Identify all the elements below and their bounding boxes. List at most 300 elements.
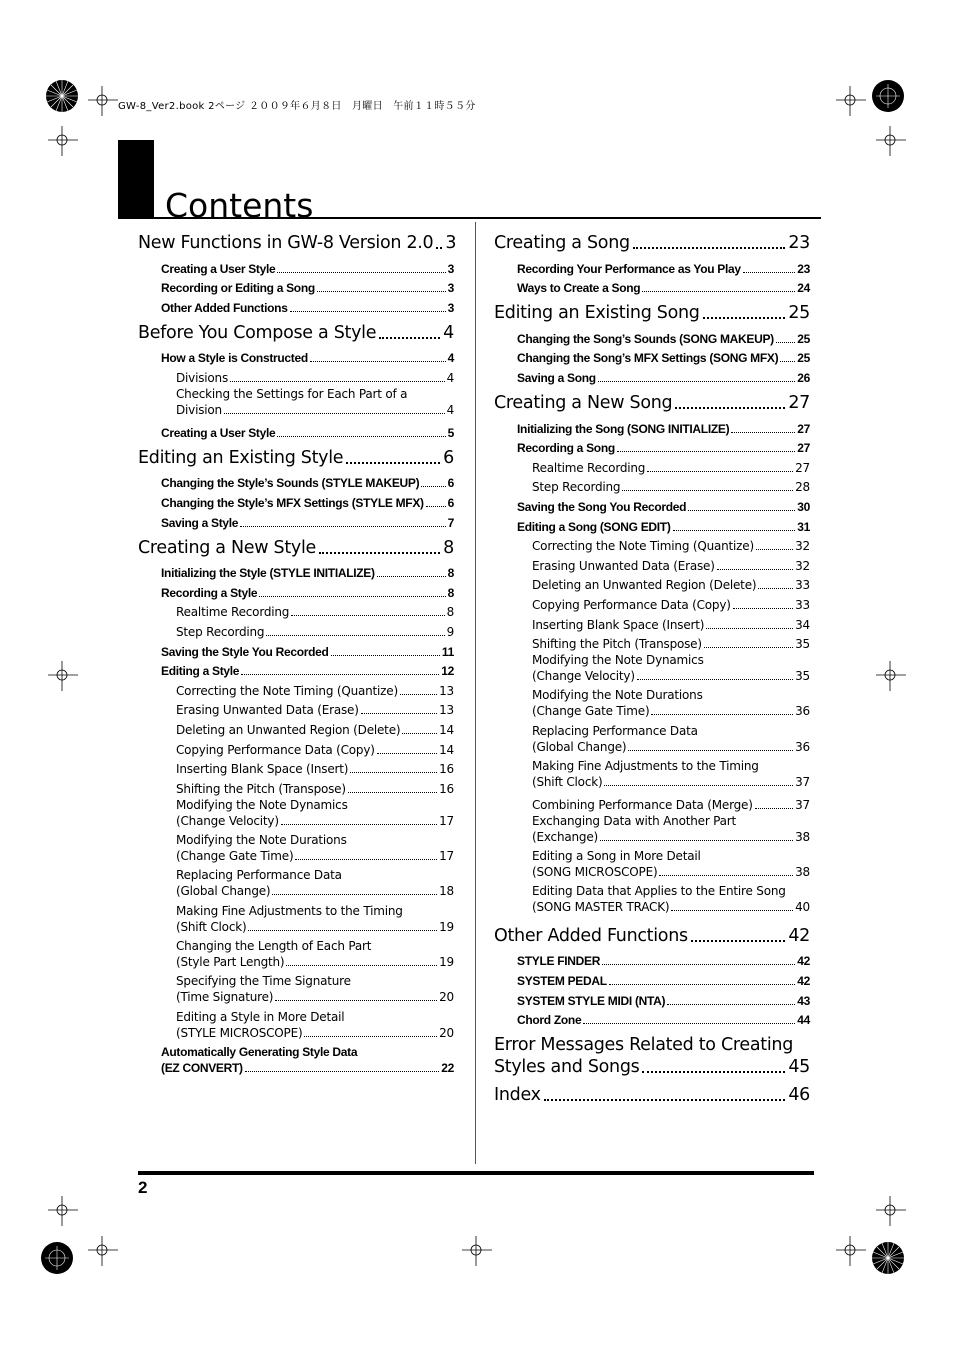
toc-entry-label: How a Style is Constructed — [161, 351, 308, 366]
dot-leader — [583, 1023, 795, 1024]
dot-leader — [743, 272, 795, 273]
dot-leader — [361, 713, 437, 714]
dot-leader — [291, 615, 444, 616]
dot-leader — [651, 714, 793, 715]
toc-entry-label: Specifying the Time Signature — [176, 974, 351, 989]
toc-entry — [494, 613, 810, 633]
toc-entry-label: Divisions — [176, 370, 228, 385]
dot-leader — [421, 486, 445, 487]
toc-entry-label: Checking the Settings for Each Part of a — [176, 386, 408, 401]
registration-mark-icon — [40, 74, 84, 118]
toc-entry-label: Replacing Performance Data — [532, 723, 698, 738]
toc-section — [494, 302, 810, 386]
title-block — [118, 140, 154, 219]
toc-entry-page: 16 — [439, 781, 454, 796]
toc-section — [138, 232, 457, 316]
toc-entry — [138, 620, 454, 640]
toc-entry — [494, 347, 810, 367]
toc-entry-label: Step Recording — [532, 480, 621, 495]
toc-entry — [138, 277, 454, 297]
dot-leader — [756, 549, 793, 550]
toc-section — [494, 392, 810, 919]
toc-section-heading — [494, 302, 810, 324]
toc-entry — [138, 718, 454, 738]
toc-entry — [494, 652, 810, 687]
toc-entry-label: Deleting an Unwanted Region (Delete) — [176, 722, 401, 737]
dot-leader — [402, 733, 437, 734]
dot-leader — [633, 247, 786, 249]
dot-leader — [304, 1036, 437, 1037]
toc-entry-label: Recording a Song — [517, 441, 615, 456]
toc-entry-page: 28 — [795, 480, 810, 495]
toc-entry-label: Exchanging Data with Another Part — [532, 813, 737, 828]
toc-entry — [138, 347, 454, 367]
toc-entry-line — [532, 703, 810, 719]
toc-entry-label-cont: (STYLE MICROSCOPE) — [176, 1025, 303, 1040]
toc-entry-page: 35 — [795, 669, 810, 684]
crop-mark-icon — [48, 126, 78, 156]
toc-entry-label: Modifying the Note Durations — [532, 688, 703, 703]
toc-section — [494, 1034, 810, 1078]
toc-entry-page: 27 — [797, 441, 810, 456]
toc-section-page: 27 — [788, 392, 810, 413]
toc-section-page: 45 — [788, 1057, 810, 1078]
dot-leader — [348, 792, 437, 793]
toc-section — [138, 537, 454, 1080]
toc-entry — [494, 554, 810, 574]
dot-leader — [755, 808, 793, 809]
dot-leader — [604, 785, 793, 786]
toc-entry — [138, 679, 454, 699]
toc-entry-label: Editing a Style — [161, 664, 240, 679]
toc-entry-label-cont: (Global Change) — [176, 884, 271, 899]
toc-entry-line — [532, 739, 810, 755]
toc-section-heading — [138, 537, 454, 559]
toc-entry — [138, 660, 454, 680]
toc-entry — [494, 257, 810, 277]
toc-entry-page: 35 — [795, 637, 810, 652]
toc-entry-label: Creating a User Style — [161, 425, 276, 440]
toc-entry-label-cont: (Time Signature) — [176, 990, 274, 1005]
toc-entry — [138, 257, 454, 277]
toc-entry-page: 38 — [795, 829, 810, 844]
toc-entry-page: 37 — [795, 797, 810, 812]
dot-leader — [731, 432, 795, 433]
dot-leader — [377, 576, 446, 577]
toc-entry-page: 43 — [797, 993, 810, 1008]
toc-entry-label: STYLE FINDER — [517, 954, 601, 969]
toc-entry-label: Modifying the Note Dynamics — [176, 797, 348, 812]
dot-leader — [230, 381, 445, 382]
toc-entry-label: Shifting the Pitch (Transpose) — [176, 781, 346, 796]
dot-leader — [290, 311, 446, 312]
toc-entry — [138, 1009, 454, 1044]
toc-entry — [138, 511, 454, 531]
toc-entry — [494, 476, 810, 496]
toc-entry-label: Initializing the Song (SONG INITIALIZE) — [517, 421, 730, 436]
toc-entry-label: Copying Performance Data (Copy) — [176, 742, 375, 757]
toc-section-title: Other Added Functions — [494, 925, 688, 946]
toc-entry — [494, 277, 810, 297]
toc-entry-page: 44 — [797, 1013, 810, 1028]
dot-leader — [241, 674, 439, 675]
toc-entry-label: Copying Performance Data (Copy) — [532, 597, 731, 612]
toc-entry-page: 6 — [447, 496, 454, 511]
toc-entry-page: 16 — [439, 762, 454, 777]
toc-entry-page: 31 — [797, 519, 810, 534]
toc-entry-page: 36 — [795, 739, 810, 754]
toc-entry — [138, 903, 454, 938]
dot-leader — [266, 635, 444, 636]
toc-entry — [494, 1009, 810, 1029]
toc-entry — [494, 456, 810, 476]
toc-entry-page: 8 — [447, 585, 454, 600]
registration-mark-icon — [866, 1236, 910, 1280]
toc-entry-label: Erasing Unwanted Data (Erase) — [176, 703, 359, 718]
toc-entry-line — [176, 1025, 454, 1041]
dot-leader — [286, 965, 437, 966]
toc-section-page: 23 — [788, 233, 810, 253]
toc-entry-page: 25 — [797, 351, 810, 366]
toc-section-page: 8 — [443, 537, 454, 558]
dot-leader — [780, 361, 795, 362]
dot-leader — [776, 342, 795, 343]
dot-leader — [245, 1071, 440, 1072]
toc-section-heading — [138, 322, 454, 344]
toc-entry — [138, 973, 454, 1008]
dot-leader — [436, 247, 442, 249]
toc-entry-page: 27 — [797, 421, 810, 436]
toc-entry — [138, 386, 454, 421]
toc-entry — [494, 437, 810, 457]
toc-section-title: Editing an Existing Style — [138, 447, 344, 468]
toc-entry-label-cont: (Shift Clock) — [176, 919, 247, 934]
dot-leader — [259, 596, 445, 597]
toc-entry-page: 4 — [447, 351, 454, 366]
toc-entry-label: Making Fine Adjustments to the Timing — [532, 758, 759, 773]
toc-entry-label-cont: (Global Change) — [532, 739, 627, 754]
toc-entry-label-cont: (Change Gate Time) — [532, 704, 650, 719]
dot-leader — [642, 1071, 785, 1073]
dot-leader — [272, 894, 437, 895]
toc-entry-page: 19 — [439, 954, 454, 969]
toc-entry — [138, 1044, 454, 1079]
toc-entry-page: 11 — [441, 644, 454, 659]
toc-entry-label: Changing the Length of Each Part — [176, 938, 372, 953]
toc-entry-label: Changing the Song’s Sounds (SONG MAKEUP) — [517, 331, 774, 346]
dot-leader — [675, 407, 785, 409]
dot-leader — [319, 552, 440, 554]
dot-leader — [609, 984, 796, 985]
toc-entry-line — [532, 668, 810, 684]
toc-entry-line — [176, 883, 454, 899]
crop-mark-icon — [876, 126, 906, 156]
toc-entry-label: Making Fine Adjustments to the Timing — [176, 903, 403, 918]
toc-entry-label: Recording Your Performance as You Play — [517, 261, 741, 276]
toc-entry-page: 17 — [439, 813, 454, 828]
toc-entry-page: 12 — [441, 664, 454, 679]
dot-leader — [379, 337, 440, 339]
toc-entry-label: Changing the Style’s Sounds (STYLE MAKEUP) — [161, 476, 420, 491]
toc-entry-label: Editing Data that Applies to the Entire Song — [532, 884, 786, 899]
dot-leader — [688, 510, 795, 511]
toc-entry-page: 25 — [797, 331, 810, 346]
toc-entry-page: 38 — [795, 865, 810, 880]
toc-entry — [494, 327, 810, 347]
dot-leader — [224, 413, 445, 414]
toc-entry — [138, 699, 454, 719]
toc-entry-label: Combining Performance Data (Merge) — [532, 797, 753, 812]
toc-section-title: New Functions in GW-8 Version 2.0 — [138, 233, 434, 253]
toc-entry-page: 4 — [446, 402, 454, 417]
dot-leader — [602, 964, 795, 965]
toc-entry-label-cont: (Change Gate Time) — [176, 849, 294, 864]
toc-section-heading — [138, 447, 454, 469]
toc-entry-line — [532, 899, 810, 915]
dot-leader — [706, 628, 793, 629]
toc-entry — [494, 535, 810, 555]
dot-leader — [544, 1099, 786, 1101]
toc-entry-page: 8 — [446, 605, 454, 620]
toc-entry-page: 6 — [447, 476, 454, 491]
dot-leader — [637, 679, 793, 680]
toc-entry — [138, 491, 454, 511]
toc-entry-label-cont: Division — [176, 402, 222, 417]
toc-entry-page: 8 — [447, 566, 454, 581]
crop-mark-icon — [48, 1196, 78, 1226]
print-header-note: GW-8_Ver2.book 2ページ ２００９年６月８日 月曜日 午前１１時５５分 — [118, 101, 476, 112]
toc-entry — [138, 562, 454, 582]
dot-leader — [642, 291, 795, 292]
toc-entry — [494, 848, 810, 883]
toc-entry — [138, 832, 454, 867]
toc-entry-page: 20 — [439, 990, 454, 1005]
toc-entry — [494, 633, 810, 653]
crop-mark-icon — [836, 1236, 866, 1266]
toc-entry-line — [176, 813, 454, 829]
dot-leader — [277, 436, 445, 437]
toc-entry-label: Step Recording — [176, 625, 265, 640]
toc-entry-label: Inserting Blank Space (Insert) — [176, 762, 349, 777]
dot-leader — [600, 840, 793, 841]
toc-entry-page: 13 — [439, 703, 454, 718]
toc-entry-page: 23 — [797, 261, 810, 276]
dot-leader — [717, 569, 793, 570]
toc-entry — [138, 366, 454, 386]
toc-section-heading — [494, 1084, 810, 1106]
toc-entry-page: 9 — [446, 625, 454, 640]
registration-mark-icon — [866, 74, 910, 118]
dot-leader — [317, 291, 446, 292]
toc-entry — [138, 421, 454, 441]
dot-leader — [647, 471, 793, 472]
dot-leader — [704, 647, 793, 648]
toc-entry-page: 42 — [797, 954, 810, 969]
crop-mark-icon — [462, 1236, 492, 1266]
toc-entry-page: 40 — [795, 900, 810, 915]
dot-leader — [703, 317, 786, 319]
toc-entry-page: 14 — [439, 722, 454, 737]
toc-entry-label: Erasing Unwanted Data (Erase) — [532, 558, 715, 573]
toc-entry-label: Initializing the Style (STYLE INITIALIZE) — [161, 566, 375, 581]
toc-section — [494, 925, 810, 1028]
toc-entry-page: 3 — [447, 281, 454, 296]
toc-entry-page: 3 — [447, 300, 454, 315]
toc-section-heading — [494, 392, 810, 414]
dot-leader — [659, 875, 793, 876]
toc-entry-label: Ways to Create a Song — [517, 281, 641, 296]
toc-entry-label: Correcting the Note Timing (Quantize) — [532, 539, 754, 554]
toc-section-page: 46 — [788, 1085, 810, 1106]
dot-leader — [673, 530, 796, 531]
toc-section-title: Creating a Song — [494, 233, 630, 253]
toc-section — [138, 322, 454, 441]
toc-entry-label: Recording a Style — [161, 585, 258, 600]
toc-section-heading — [494, 232, 810, 254]
dot-leader — [598, 381, 795, 382]
toc-entry-page: 42 — [797, 973, 810, 988]
toc-section-page: 3 — [445, 233, 457, 253]
toc-right-column — [494, 232, 810, 1112]
toc-section-title: Error Messages Related to Creating — [494, 1035, 793, 1056]
toc-entry-label: Editing a Song (SONG EDIT) — [517, 519, 671, 534]
dot-leader — [281, 824, 437, 825]
toc-entry-page: 30 — [797, 499, 810, 514]
toc-entry-label: Shifting the Pitch (Transpose) — [532, 637, 702, 652]
toc-entry-page: 26 — [797, 370, 810, 385]
toc-entry — [494, 593, 810, 613]
toc-entry — [494, 758, 810, 793]
toc-section-page: 4 — [443, 322, 454, 343]
toc-entry-page: 32 — [795, 558, 810, 573]
toc-entry-label: Creating a User Style — [161, 261, 276, 276]
toc-entry-label: SYSTEM STYLE MIDI (NTA) — [517, 993, 666, 1008]
dot-leader — [350, 772, 437, 773]
toc-entry-label: Saving a Style — [161, 515, 239, 530]
dot-leader — [733, 608, 793, 609]
crop-mark-icon — [876, 1196, 906, 1226]
toc-entry-label: Inserting Blank Space (Insert) — [532, 617, 705, 632]
toc-entry — [494, 969, 810, 989]
toc-entry — [138, 758, 454, 778]
toc-entry — [138, 601, 454, 621]
toc-entry — [494, 883, 810, 918]
dot-leader — [671, 910, 793, 911]
toc-entry — [138, 777, 454, 797]
toc-entry-label: Saving the Song You Recorded — [517, 499, 687, 514]
dot-leader — [400, 694, 437, 695]
toc-entry-line — [176, 954, 454, 970]
toc-entry — [494, 793, 810, 813]
toc-entry-label-cont: (SONG MASTER TRACK) — [532, 900, 670, 915]
toc-entry — [138, 581, 454, 601]
toc-entry-label: Editing a Song in More Detail — [532, 849, 701, 864]
toc-entry-page: 5 — [447, 425, 454, 440]
toc-section — [494, 1084, 810, 1106]
dot-leader — [667, 1004, 795, 1005]
toc-entry-line — [176, 989, 454, 1005]
toc-entry — [138, 938, 454, 973]
dot-leader — [346, 462, 440, 464]
toc-section-title-line — [494, 1056, 810, 1078]
dot-leader — [310, 361, 446, 362]
toc-entry — [494, 723, 810, 758]
toc-entry-page: 24 — [797, 281, 810, 296]
dot-leader — [240, 526, 445, 527]
toc-entry-label: Deleting an Unwanted Region (Delete) — [532, 578, 757, 593]
toc-entry-page: 33 — [795, 597, 810, 612]
toc-entry-page: 13 — [439, 683, 454, 698]
toc-section-heading — [494, 925, 810, 947]
toc-entry-page: 34 — [795, 617, 810, 632]
toc-entry — [494, 417, 810, 437]
toc-entry-line — [532, 829, 810, 845]
toc-entry — [138, 640, 454, 660]
toc-section — [138, 447, 454, 531]
toc-entry-line — [176, 402, 454, 418]
toc-entry — [494, 515, 810, 535]
toc-entry — [494, 687, 810, 722]
toc-entry-label-cont: (EZ CONVERT) — [161, 1060, 243, 1075]
toc-entry-label-cont: (Exchange) — [532, 829, 598, 844]
toc-entry-page: 33 — [795, 578, 810, 593]
toc-entry-line — [161, 1060, 454, 1076]
column-divider — [475, 222, 476, 1164]
toc-entry-label: Replacing Performance Data — [176, 868, 342, 883]
toc-entry-page: 36 — [795, 704, 810, 719]
dot-leader — [426, 506, 446, 507]
toc-entry — [138, 296, 454, 316]
toc-section — [494, 232, 810, 296]
toc-section-page: 42 — [788, 925, 810, 946]
toc-entry-label: Recording or Editing a Song — [161, 281, 315, 296]
toc-entry-label: Saving a Song — [517, 370, 596, 385]
toc-entry-label: Automatically Generating Style Data — [161, 1044, 358, 1059]
page-number: 2 — [138, 1178, 148, 1197]
toc-section-title: Editing an Existing Song — [494, 303, 700, 324]
dot-leader — [377, 753, 437, 754]
toc-entry-page: 18 — [439, 884, 454, 899]
dot-leader — [691, 940, 786, 942]
toc-entry-page: 37 — [795, 774, 810, 789]
toc-section-title: Index — [494, 1085, 541, 1106]
toc-entry — [138, 472, 454, 492]
crop-mark-icon — [88, 1236, 118, 1266]
toc-entry-page: 17 — [439, 849, 454, 864]
crop-mark-icon — [88, 86, 118, 116]
dot-leader — [295, 859, 437, 860]
toc-entry-page: 7 — [447, 515, 454, 530]
dot-leader — [622, 490, 793, 491]
toc-entry-label: SYSTEM PEDAL — [517, 973, 607, 988]
toc-entry-line — [532, 774, 810, 790]
toc-entry-page: 27 — [795, 460, 810, 475]
toc-entry-page: 22 — [441, 1060, 454, 1075]
toc-section-heading — [138, 232, 457, 254]
toc-entry-label: Changing the Song’s MFX Settings (SONG MFX) — [517, 351, 779, 366]
page-title: Contents — [165, 186, 314, 226]
toc-section-heading — [494, 1034, 810, 1078]
toc-entry-label: Saving the Style You Recorded — [161, 644, 329, 659]
dot-leader — [758, 588, 793, 589]
dot-leader — [248, 930, 437, 931]
toc-entry-page: 19 — [439, 919, 454, 934]
crop-mark-icon — [48, 661, 78, 691]
toc-entry — [494, 574, 810, 594]
toc-entry — [138, 867, 454, 902]
toc-entry-label: Chord Zone — [517, 1013, 582, 1028]
toc-entry-line — [176, 848, 454, 864]
